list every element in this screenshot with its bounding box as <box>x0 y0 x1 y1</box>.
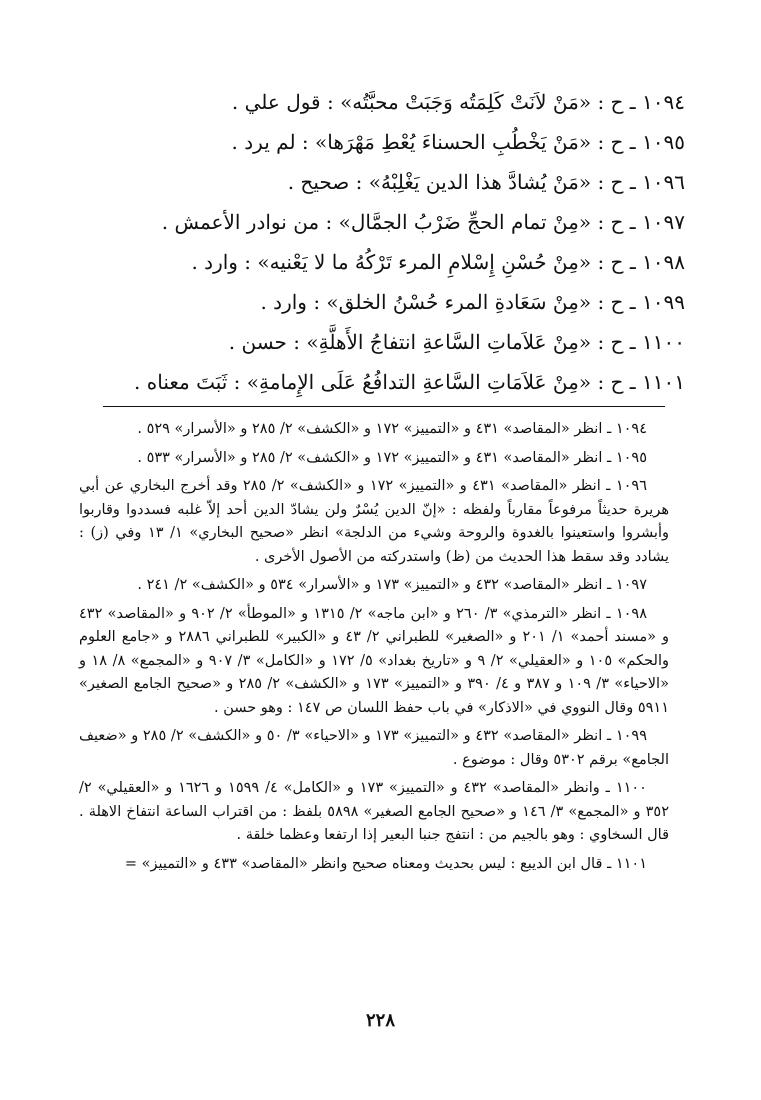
footnote-divider <box>103 406 665 407</box>
hadith-entry-1099: ١٠٩٩ ـ ح : «مِنْ سَعَادةِ المرء حُسْنُ الخلق» : وارد . <box>260 290 685 314</box>
footnote-1094 <box>79 418 669 442</box>
footnotes <box>79 418 669 881</box>
footnote-1096 <box>79 475 669 569</box>
footnote-text: ١٠٩٦ ـ انظر «المقاصد» ٤٣١ و «التمييز» ١٧٢ و «الكشف» ٢/ ٢٨٥ وقد أخرج البخاري عن أبي هريرة حديثاً مرفوعاً مقارباً ولفظه : «إنّ الدين يُسْرٌ ولن يشادّ الدين أحد إلاّ غلبه فسددوا وقاربوا وأبشروا واستعينوا بالغدوة والروحة وشيء من الدلجة» انظر «صحيح البخاري» ١/ ١٣ وفي (ز) : يشادد وقد سقط هذا الحديث من (ظ) واستدركته من الأصول الأخرى . <box>79 478 669 565</box>
footnote-text: ١١٠٠ ـ وانظر «المقاصد» ٤٣٢ و «التمييز» ١٧٣ و «الكامل» ٤/ ١٥٩٩ و ١٦٢٦ و «العقيلي» ٢/ ٣٥٢ و «المجمع» ٣/ ١٤٦ و «صحيح الجامع الصغير» ٥٨٩٨ بلفظ : من اقتراب الساعة انتفاخ الاهلة . قال السخاوي : وهو بالجيم من : انتفج جنبا البعير إذا ارتفعا وعظما خلقة . <box>79 780 669 843</box>
footnote-1100 <box>79 777 669 848</box>
hadith-entry-1094: ١٠٩٤ ـ ح : «مَنْ لاَنَتْ كَلِمَتُه وَجَبَتْ محبَّتُه» : قول علي . <box>231 90 685 114</box>
hadith-entry-1098: ١٠٩٨ ـ ح : «مِنْ حُسْنِ إِسْلامِ المرء تَرْكُهُ ما لا يَعْنيه» : وارد . <box>191 250 685 274</box>
hadith-entry-1100: ١١٠٠ ـ ح : «مِنْ عَلاَماتِ السَّاعةِ انتفاجُ الأَهلَّةِ» : حسن . <box>228 330 685 354</box>
footnote-text: ١١٠١ ـ قال ابن الديبع : ليس بحديث ومعناه صحيح وانظر «المقاصد» ٤٣٣ و «التمييز» = <box>124 855 647 872</box>
hadith-entries <box>85 82 685 402</box>
footnote-1101 <box>79 853 669 877</box>
footnote-1097 <box>79 574 669 598</box>
footnote-1098 <box>79 603 669 721</box>
footnote-text: ١٠٩٥ ـ انظر «المقاصد» ٤٣١ و «التمييز» ١٧٢ و «الكشف» ٢/ ٢٨٥ و «الأسرار» ٥٣٣ . <box>137 449 647 466</box>
footnote-1095 <box>79 447 669 471</box>
footnote-text: ١٠٩٤ ـ انظر «المقاصد» ٤٣١ و «التمييز» ١٧٢ و «الكشف» ٢/ ٢٨٥ و «الأسرار» ٥٢٩ . <box>137 421 647 437</box>
footnote-1099 <box>79 725 669 772</box>
hadith-entry-1097: ١٠٩٧ ـ ح : «مِنْ تمام الحجِّ ضَرْبُ الجمَّال» : من نوادر الأعمش . <box>161 210 685 234</box>
footnote-text: ١٠٩٨ ـ انظر «الترمذي» ٣/ ٢٦٠ و «ابن ماجه» ٢/ ١٣١٥ و «الموطأ» ٢/ ٩٠٢ و «المقاصد» ٤٣٢ و «مسند أحمد» ١/ ٢٠١ و «الصغير» للطبراني ٢/ ٤٣ و «الكبير» للطبراني ٢٨٨٦ و «جامع العلوم والحكم» ١٠٥ و «العقيلي» ٢/ ٩ و «تاريخ بغداد» ٥/ ١٧٢ و «الكامل» ٣/ ٩٠٧ و «المجمع» ٨/ ١٨ و «الاحياء» ٣/ ١٠٩ و ٣٨٧ و ٤/ ٣٩٠ و «التمييز» ١٧٣ و «الكشف» ٢/ ٢٨٥ و «صحيح الجامع الصغير» ٥٩١١ وقال النووي في «الاذكار» في باب حفظ اللسان ص ١٤٧ : وهو حسن . <box>79 605 669 716</box>
page-number: ٢٢٨ <box>365 1010 395 1031</box>
hadith-entry-1095: ١٠٩٥ ـ ح : «مَنْ يَخْطُبِ الحسناءَ يُعْطِ مَهْرَها» : لم يرد . <box>231 130 685 154</box>
hadith-entry-1101: ١١٠١ ـ ح : «مِنْ عَلاَمَاتِ السَّاعةِ التدافُعُ عَلَى الإِمامةِ» : ثَبَتَ معناه . <box>134 370 685 394</box>
footnote-text: ١٠٩٧ ـ انظر «المقاصد» ٤٣٢ و «التمييز» ١٧٣ و «الأسرار» ٥٣٤ و «الكشف» ٢/ ٢٤١ . <box>137 577 647 593</box>
hadith-entry-1096: ١٠٩٦ ـ ح : «مَنْ يُشادَّ هذا الدين يَغْلِبْهُ» : صحيح . <box>287 170 685 194</box>
footnote-text: ١٠٩٩ ـ انظر «المقاصد» ٤٣٢ و «التمييز» ١٧٣ و «الاحياء» ٣/ ٥٠ و «الكشف» ٢/ ٢٨٥ و «ضعيف الجامع» برقم ٥٣٠٢ وقال : موضوع . <box>79 728 669 768</box>
